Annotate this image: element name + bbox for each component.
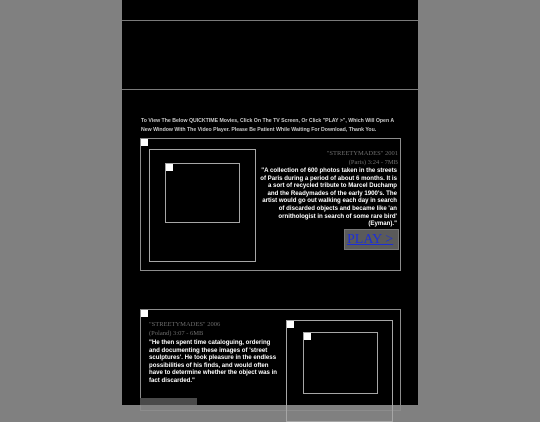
movie-description-2001: "A collection of 600 photos taken in the streets of Paris during a period of about 6 months. It is a sort of recycled tribute to Marcel Duchamp and the Readymades of the early 1900's. The artist would go out walking each day in search of discarded objects and became like 'an ornithologist in search of some rare bird' (Eyman).": [260, 167, 397, 228]
broken-image-icon: [166, 164, 173, 171]
broken-image-icon: [304, 333, 311, 340]
tv-screen-outer-2001[interactable]: [149, 149, 256, 262]
broken-image-icon: [141, 310, 148, 317]
movie-info-2001: (Paris) 3:24 - 7MB: [348, 159, 398, 166]
header-divider: [122, 89, 418, 90]
tv-screen-2001[interactable]: [165, 163, 240, 223]
intro-line-1: To View The Below QUICKTIME Movies, Click On The TV Screen, Or Click "PLAY >", Which Will Open A: [141, 118, 395, 124]
movie-panel-2001: [140, 138, 401, 271]
broken-image-icon: [141, 139, 148, 146]
play-button-2001[interactable]: PLAY >: [344, 229, 399, 250]
intro-instructions: [141, 117, 401, 135]
movie-title-2001: "STREETYMADES" 2001: [326, 150, 398, 157]
tv-screen-outer-2006[interactable]: [286, 320, 393, 422]
movie-info-2006: (Poland) 3:07 - 6MB: [149, 330, 204, 337]
movie-panel-2006: [140, 309, 401, 411]
movie-title-2006: "STREETYMADES" 2006: [149, 321, 221, 328]
broken-image-icon: [287, 321, 294, 328]
intro-line-2: New Window With The Video Player. Please Be Patient While Waiting For Download, Thank You.: [141, 127, 377, 133]
movie-description-2006: "He then spent time cataloguing, ordering and documenting these images of 'street sculptures'. He took pleasure in the endless possibilities of his finds, and would often have to determine whether the object was in fact discarded.": [149, 339, 277, 384]
tv-screen-2006[interactable]: [303, 332, 378, 394]
play-button-2006-placeholder[interactable]: [140, 398, 197, 405]
top-divider: [122, 20, 418, 21]
page-content: [122, 0, 418, 405]
